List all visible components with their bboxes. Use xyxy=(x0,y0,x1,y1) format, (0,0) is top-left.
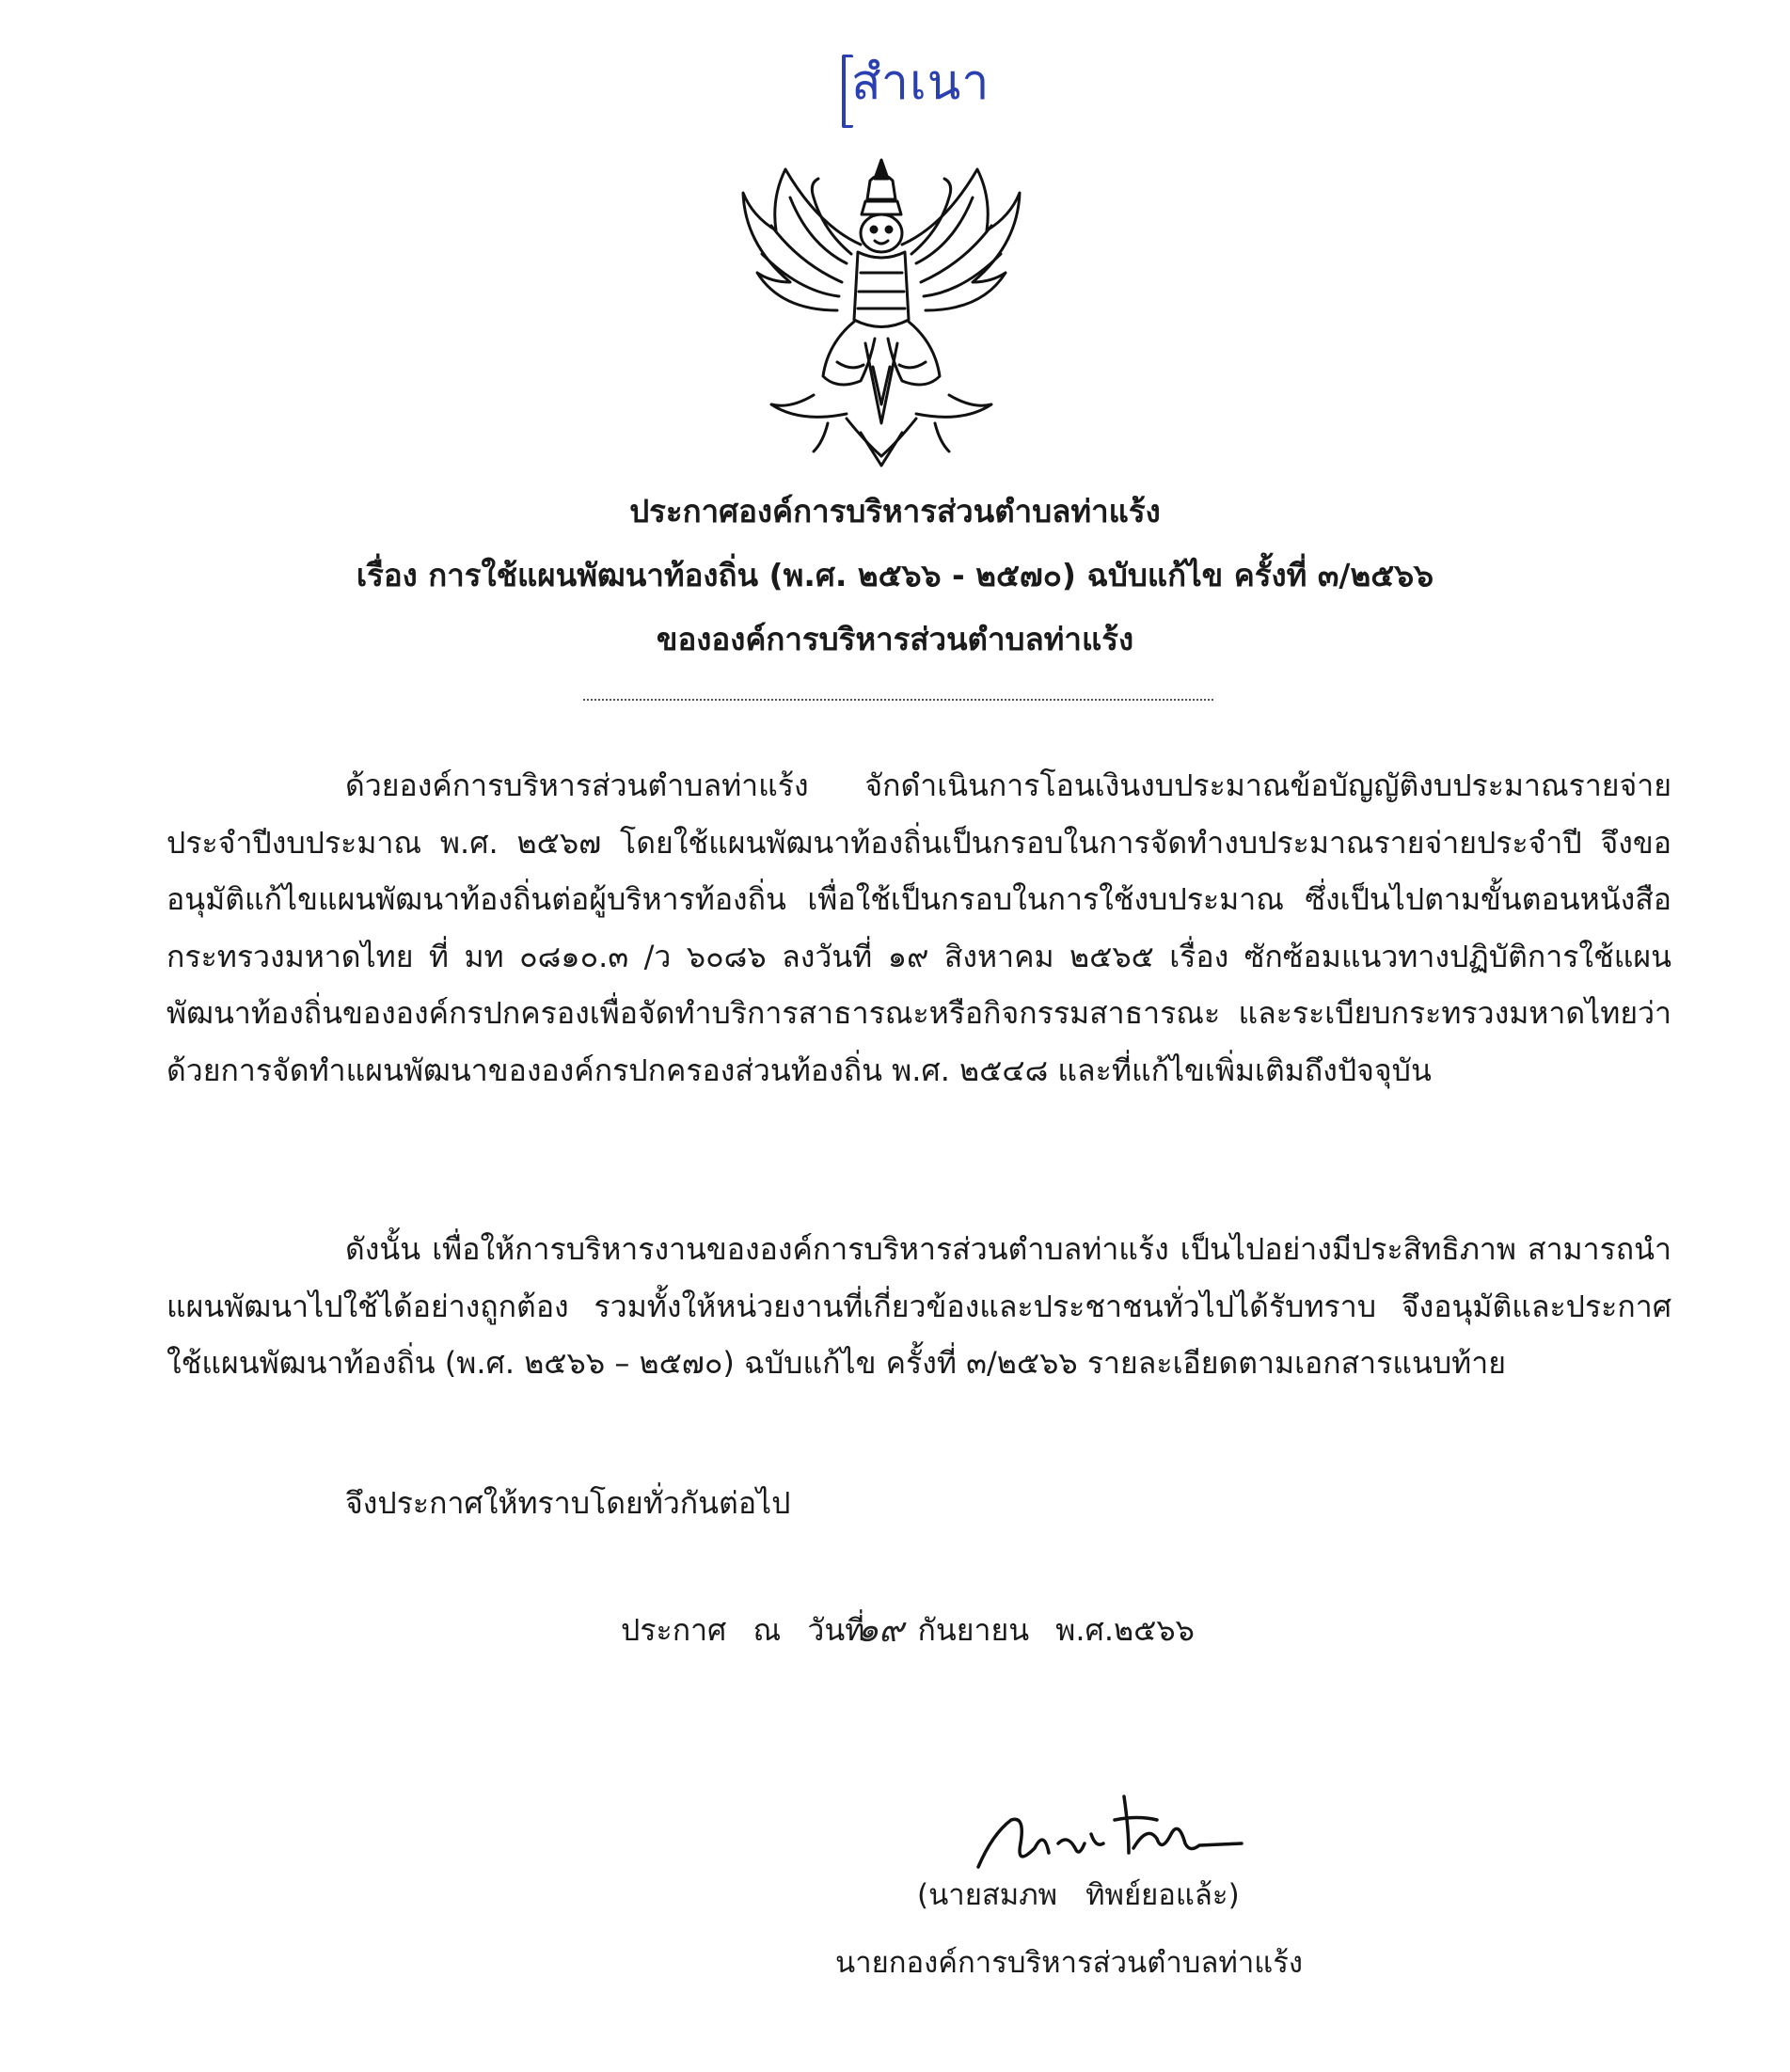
date-at: ณ xyxy=(752,1612,782,1648)
body-paragraph-3: จึงประกาศให้ทราบโดยทั่วกันต่อไป xyxy=(345,1485,791,1521)
signer-name: (นายสมภพ ทิพย์ยอแล้ะ) xyxy=(917,1878,1240,1912)
date-day-label: วันที่ xyxy=(807,1612,865,1648)
garuda-emblem-icon xyxy=(734,141,1030,475)
announcement-subject: เรื่อง การใช้แผนพัฒนาท้องถิ่น (พ.ศ. ๒๕๖๖ - ๒๕๗๐) ฉบับแก้ไข ครั้งที่ ๓/๒๕๖๖ xyxy=(356,557,1434,593)
announcement-title: ประกาศองค์การบริหารส่วนตำบลท่าแร้ง xyxy=(629,493,1161,530)
body-paragraph-1: ด้วยองค์การบริหารส่วนตำบลท่าแร้ง จักดำเนินการโอนเงินงบประมาณข้อบัญญัติงบประมาณรายจ่ายประจำปีงบประมาณ พ.ศ. ๒๕๖๗ โดยใช้แผนพัฒนาท้องถิ่นเป็นกรอบในการจัดทำงบประมาณรายจ่ายประจำปี จึงขออนุมัติแก้ไขแผนพัฒนาท้องถิ่นต่อผู้บริหารท้องถิ่น เพื่อใช้เป็นกรอบในการใช้งบประมาณ ซึ่งเป็นไปตามขั้นตอนหนังสือกระทรวงมหาดไทย ที่ มท ๐๘๑๐.๓ /ว ๖๐๘๖ ลงวันที่ ๑๙ สิงหาคม ๒๕๖๕ เรื่อง ซักซ้อมแนวทางปฏิบัติการใช้แผนพัฒนาท้องถิ่นขององค์กรปกครองเพื่อจัดทำบริการสาธารณะหรือกิจกรรมสาธารณะ และระเบียบกระทรวงมหาดไทยว่าด้วยการจัดทำแผนพัฒนาขององค์กรปกครองส่วนท้องถิ่น พ.ศ. ๒๕๔๘ และที่แก้ไขเพิ่มเติมถึงปัจจุบัน xyxy=(166,767,1671,1088)
signer-title: นาย xyxy=(928,1878,982,1912)
date-day-handwritten: ๑๙ xyxy=(857,1611,904,1650)
signer-position: นายกองค์การบริหารส่วนตำบลท่าแร้ง xyxy=(835,1946,1304,1980)
stamp-bracket xyxy=(842,55,853,128)
dotted-divider xyxy=(583,699,1213,701)
stamp-text: สำเนา xyxy=(851,55,990,111)
body-paragraph-2: ดังนั้น เพื่อให้การบริหารงานขององค์การบริหารส่วนตำบลท่าแร้ง เป็นไปอย่างมีประสิทธิภาพ สามารถนำแผนพัฒนาไปใช้ได้อย่างถูกต้อง รวมทั้งให้หน่วยงานที่เกี่ยวข้องและประชาชนทั่วไปได้รับทราบ จึงอนุมัติและประกาศใช้แผนพัฒนาท้องถิ่น (พ.ศ. ๒๕๖๖ – ๒๕๗๐) ฉบับแก้ไข ครั้งที่ ๓/๒๕๖๖ รายละเอียดตามเอกสารแนบท้าย xyxy=(166,1231,1671,1381)
signature-mark xyxy=(974,1778,1256,1890)
date-prefix: ประกาศ xyxy=(621,1612,727,1648)
copy-stamp xyxy=(851,55,990,111)
date-month: กันยายน xyxy=(917,1612,1030,1648)
announcement-issuer: ขององค์การบริหารส่วนตำบลท่าแร้ง xyxy=(656,621,1134,657)
announcement-date xyxy=(621,1611,1212,1650)
signer-last-name: ทิพย์ยอแล้ะ xyxy=(1085,1878,1228,1912)
date-year: พ.ศ.๒๕๖๖ xyxy=(1055,1612,1195,1648)
signer-first-name: สมภพ xyxy=(981,1878,1058,1912)
